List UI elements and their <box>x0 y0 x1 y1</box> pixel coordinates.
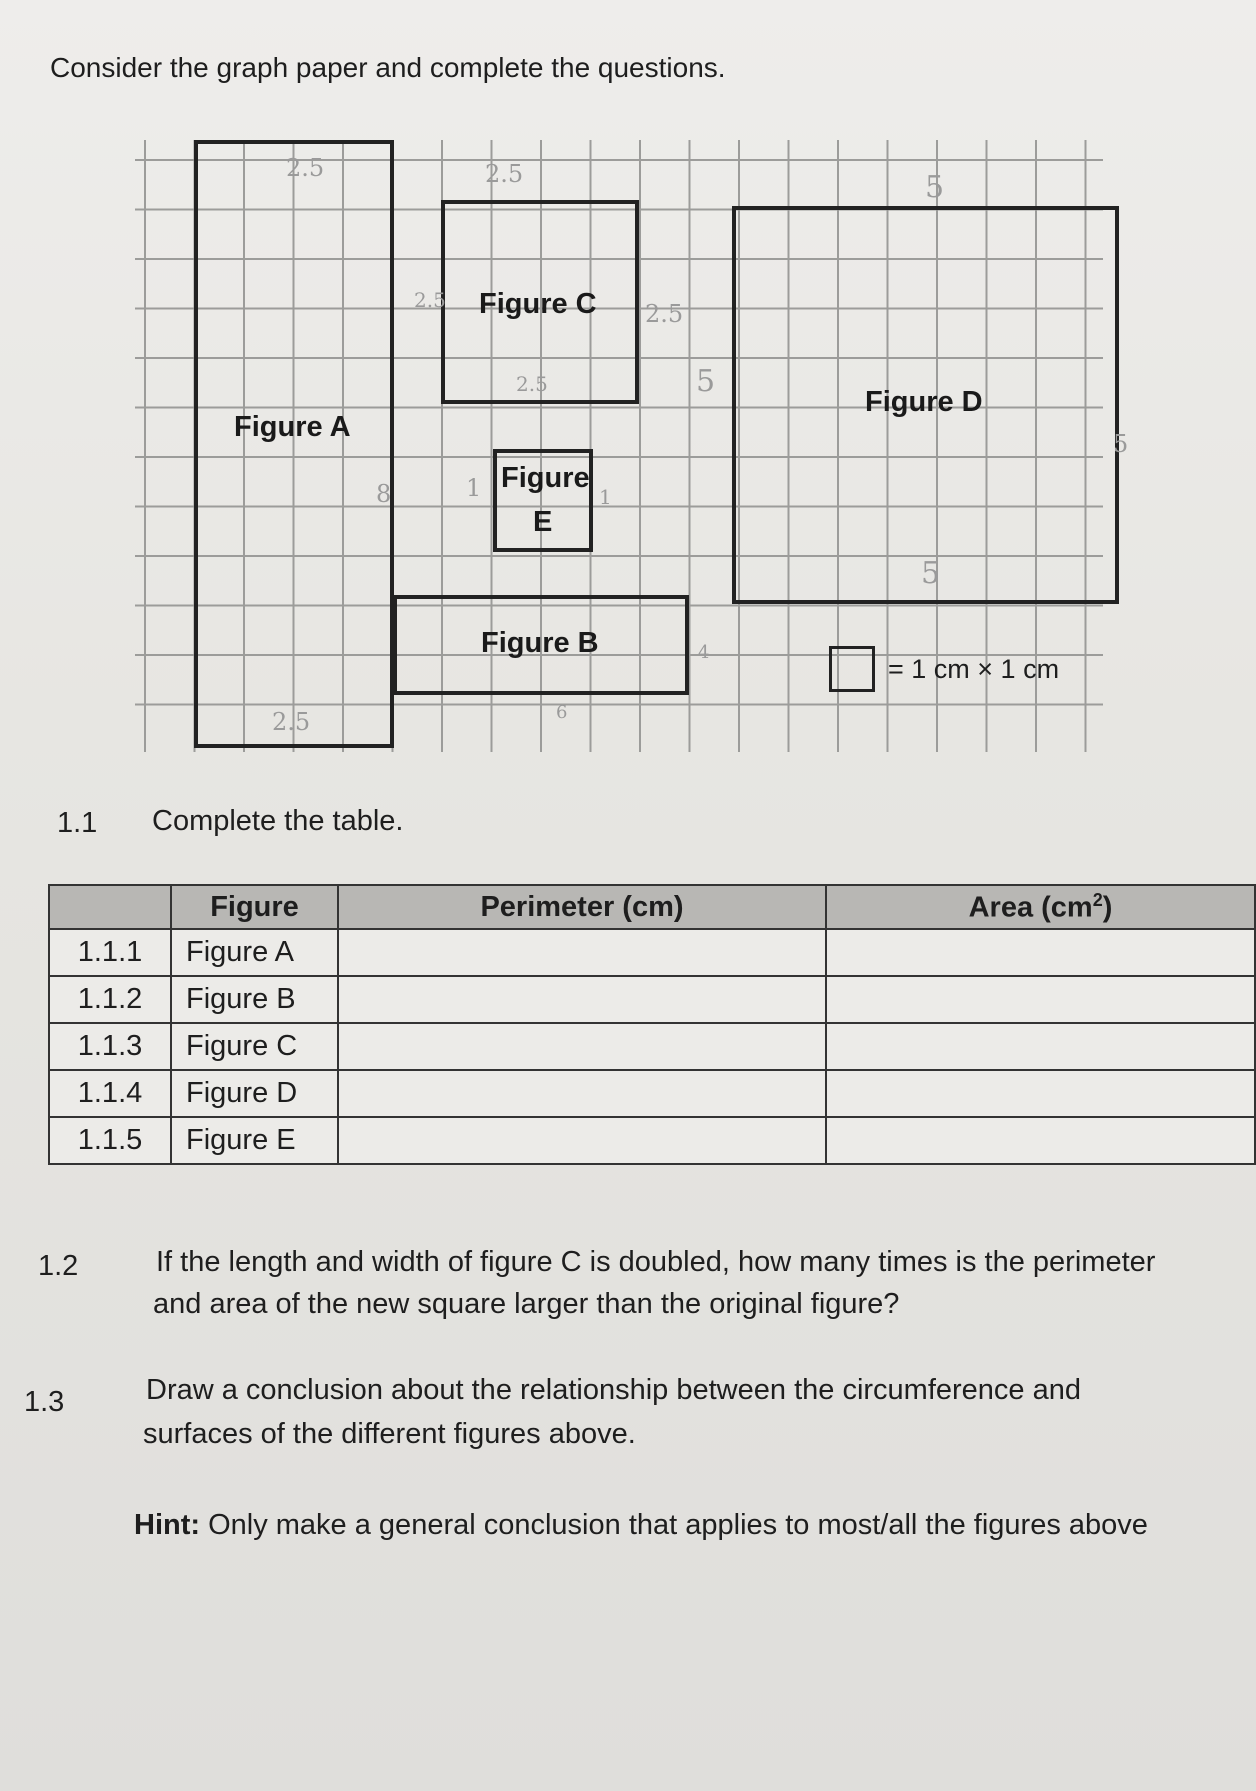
q1-2-line1: If the length and width of figure C is doubled, how many times is the perimeter <box>156 1246 1156 1278</box>
area-answer-cell[interactable] <box>826 1070 1255 1117</box>
row-number: 1.1.5 <box>49 1117 171 1164</box>
perimeter-answer-cell[interactable] <box>338 1023 826 1070</box>
handwriting-b-right: 4 <box>698 642 710 663</box>
handwriting-d-top: 5 <box>925 170 945 205</box>
handwriting-a-bottom: 2.5 <box>272 708 311 736</box>
q1-3-line1: Draw a conclusion about the relationship between the circumference and <box>146 1374 1081 1406</box>
q1-2-number: 1.2 <box>38 1250 79 1282</box>
table-row <box>49 1070 1255 1117</box>
header-area-text: Area (cm <box>968 891 1093 924</box>
area-answer-cell[interactable] <box>826 929 1255 976</box>
figure-e-label-line1: Figure <box>501 462 590 494</box>
area-answer-cell[interactable] <box>826 976 1255 1023</box>
handwriting-d-bottom: 5 <box>921 556 941 591</box>
header-figure: Figure <box>171 885 338 929</box>
q1-2-line2: and area of the new square larger than the original figure? <box>153 1288 900 1320</box>
handwriting-e-right: 1 <box>599 485 612 509</box>
table-row <box>49 929 1255 976</box>
row-number: 1.1.4 <box>49 1070 171 1117</box>
handwriting-b-bottom: 6 <box>556 702 568 723</box>
handwriting-a-side: 8 <box>376 480 392 508</box>
handwriting-c-right: 2.5 <box>645 300 684 328</box>
figure-c-label: Figure C <box>479 288 597 320</box>
handwriting-mid-5: 5 <box>696 364 716 399</box>
area-answer-cell[interactable] <box>826 1117 1255 1164</box>
q1-1-number: 1.1 <box>57 807 98 839</box>
worksheet-heading: Consider the graph paper and complete the questions. <box>50 52 726 83</box>
handwriting-d-right: 5 <box>1113 430 1129 458</box>
unit-square-legend: = 1 cm × 1 cm <box>888 654 1060 684</box>
figure-a-label: Figure A <box>234 411 351 443</box>
row-number: 1.1.3 <box>49 1023 171 1070</box>
figure-a-rectangle <box>194 140 394 748</box>
row-figure: Figure E <box>171 1117 338 1164</box>
figure-e-label-line2: E <box>533 506 553 538</box>
table-row <box>49 976 1255 1023</box>
hint-label: Hint: <box>134 1509 201 1541</box>
table-row <box>49 1023 1255 1070</box>
hint-text: Only make a general conclusion that applies to most/all the figures above <box>200 1509 1148 1541</box>
row-number: 1.1.2 <box>49 976 171 1023</box>
perimeter-answer-cell[interactable] <box>338 976 826 1023</box>
handwriting-e-left: 1 <box>466 474 482 502</box>
header-area-superscript: 2 <box>1092 889 1103 910</box>
handwriting-a-top: 2.5 <box>286 154 325 182</box>
q1-1-text: Complete the table. <box>152 805 404 837</box>
handwriting-c-left: 2.5 <box>414 288 446 312</box>
header-blank <box>49 885 171 929</box>
row-figure: Figure A <box>171 929 338 976</box>
row-figure: Figure C <box>171 1023 338 1070</box>
perimeter-answer-cell[interactable] <box>338 1117 826 1164</box>
table-row <box>49 1117 1255 1164</box>
unit-square-icon <box>829 646 875 692</box>
perimeter-answer-cell[interactable] <box>338 1070 826 1117</box>
row-figure: Figure B <box>171 976 338 1023</box>
q1-3-number: 1.3 <box>24 1386 65 1418</box>
figure-b-label: Figure B <box>481 627 599 659</box>
area-answer-cell[interactable] <box>826 1023 1255 1070</box>
row-number: 1.1.1 <box>49 929 171 976</box>
header-area <box>826 885 1255 929</box>
figure-d-label: Figure D <box>865 386 983 418</box>
answer-table-header <box>49 885 1255 929</box>
answer-table <box>48 884 1256 1165</box>
handwriting-c-top: 2.5 <box>485 160 524 188</box>
graph-paper <box>135 140 1129 752</box>
row-figure: Figure D <box>171 1070 338 1117</box>
perimeter-answer-cell[interactable] <box>338 929 826 976</box>
hint-line <box>134 1505 1148 1545</box>
header-area-close: ) <box>1102 891 1113 924</box>
q1-3-line2: surfaces of the different figures above. <box>143 1418 636 1450</box>
header-perimeter: Perimeter (cm) <box>338 885 826 929</box>
handwriting-c-bottom: 2.5 <box>516 372 548 396</box>
